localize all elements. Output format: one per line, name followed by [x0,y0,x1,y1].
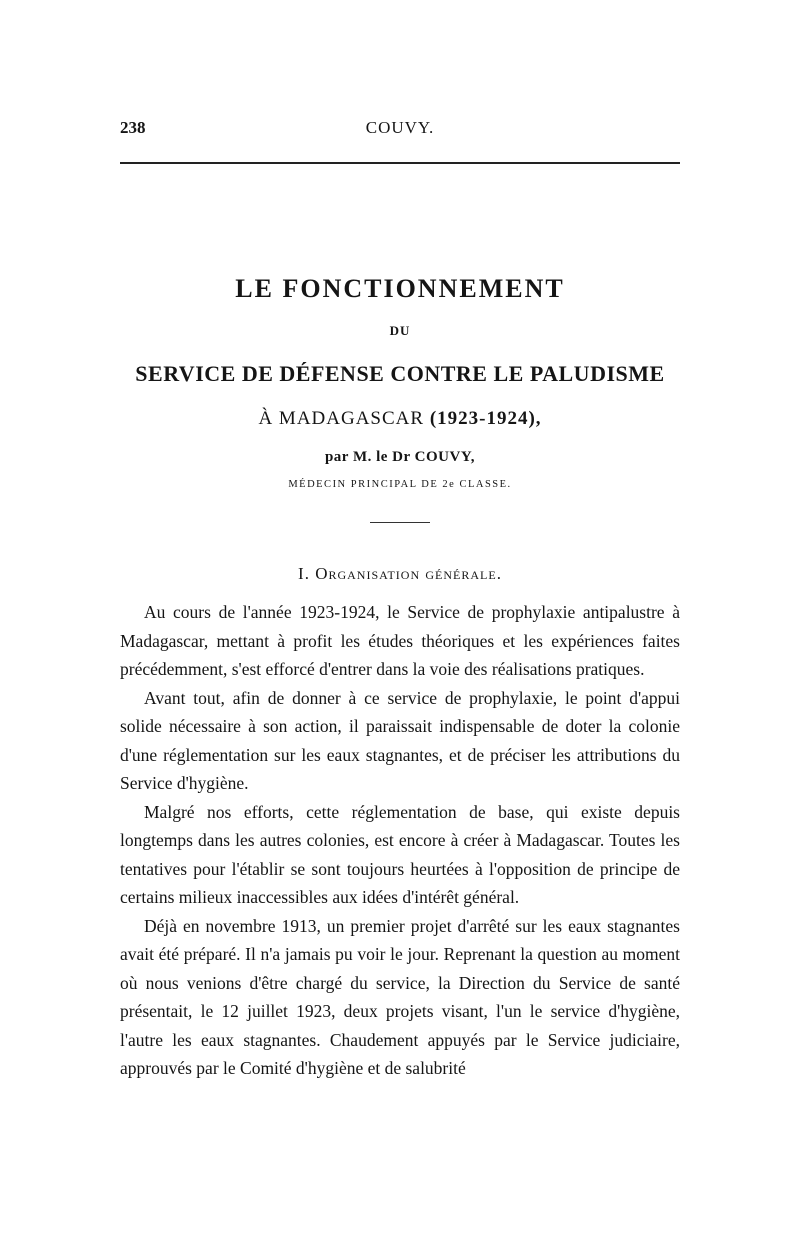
body-text [120,598,680,1083]
article-title-subject: SERVICE DE DÉFENSE CONTRE LE PALUDISME [135,361,665,386]
article-title-years: (1923-1924), [429,408,542,429]
article-title-main: LE FONCTIONNEMENT [235,274,565,303]
paragraph: Déjà en novembre 1913, un premier projet d'arrêté sur les eaux stagnantes avait été préparé. Il n'a jamais pu voir le jour. Reprenant la question au moment où nous venions d'être chargé du service, la Direction du Service de santé présentait, le 12 juillet 1923, deux projets visant, l'un le service d'hygiène, l'autre les eaux stagnantes. Chaudement appuyés par le Service judiciaire, approuvés par le Comité d'hygiène et de salubrité [120,915,680,1078]
author-affiliation: MÉDECIN PRINCIPAL DE 2e CLASSE. [288,479,512,490]
page-number: 238 [120,118,146,137]
article-title-connector: DU [389,323,411,338]
paragraph: Au cours de l'année 1923-1924, le Service de prophylaxie antipalustre à Madagascar, mettant à profit les études théoriques et les expériences faites précédemment, s'est efforcé d'entrer dans la voie des réalisations pratiques. [120,602,680,679]
title-divider [370,522,430,523]
article-title-location [120,406,680,432]
article-title-block [120,272,680,523]
article-title-place: À MADAGASCAR [258,408,430,429]
paragraph: Malgré nos efforts, cette réglementation de base, qui existe depuis longtemps dans les autres colonies, est encore à créer à Madagascar. Toutes les tentatives pour l'établir se sont toujours heurtées à l'opposition de principe de certains milieux inaccessibles aux idées d'intérêt général. [120,801,680,907]
paragraph: Avant tout, afin de donner à ce service de prophylaxie, le point d'appui solide nécessaire à son action, il paraissait indispensable de doter la colonie d'une réglementation sur les eaux stagnantes, et de préciser les attributions du Service d'hygiène. [120,687,680,793]
section-heading: I. Organisation générale. [298,564,502,583]
running-head [120,118,680,142]
author-byline: par M. le Dr COUVY, [324,449,476,465]
running-title: COUVY. [365,118,435,137]
header-rule [120,162,680,164]
